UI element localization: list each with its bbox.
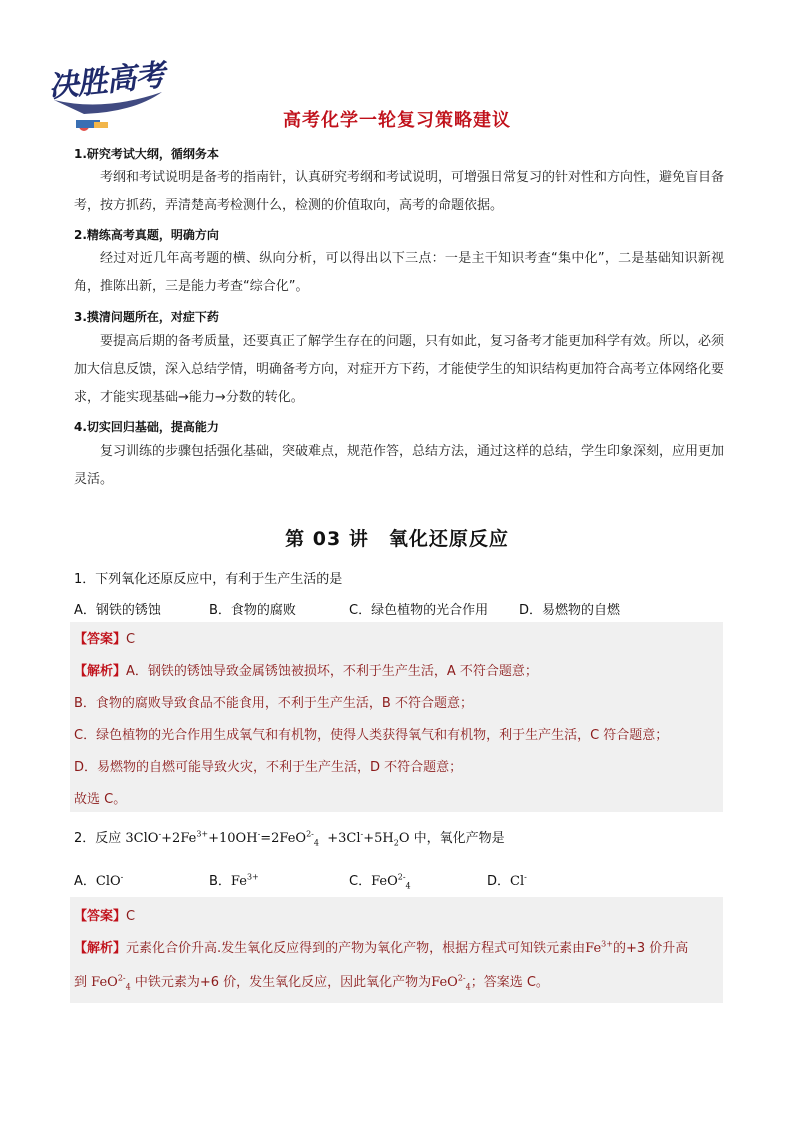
section-paragraph: 考纲和考试说明是备考的指南针，认真研究考纲和考试说明，可增强日常复习的针对性和方向性，避免盲目备考，按方抓药，弄清楚高考检测什么，检测的价值取向，高考的命题依据。 bbox=[74, 170, 725, 213]
analysis-line: C．绿色植物的光合作用生成氧气和有机物，使得人类获得氧气和有机物，利于生产生活，C 符合题意； bbox=[74, 728, 669, 743]
analysis-text: 中铁元素为+6 价，发生氧化反应，因此氧化产物为 bbox=[130, 975, 432, 990]
option-label: B． bbox=[209, 874, 231, 889]
option-sup: 2- bbox=[397, 872, 406, 882]
analysis-sup: 3+ bbox=[601, 939, 613, 949]
analysis-text: A．钢铁的锈蚀导致金属锈蚀被损坏，不利于生产生活，A 不符合题意； bbox=[126, 664, 538, 679]
analysis-line: B．食物的腐败导致食品不能食用，不利于生产生活，B 不符合题意； bbox=[74, 696, 473, 711]
analysis-line bbox=[74, 660, 538, 679]
eq-part: +10OH bbox=[208, 831, 258, 846]
option-formula: Fe bbox=[230, 874, 247, 889]
analysis-tag: 【解析】 bbox=[74, 664, 127, 679]
eq-sup: 2- bbox=[306, 829, 314, 839]
answer-line bbox=[74, 628, 135, 647]
option-formula: FeO bbox=[371, 874, 398, 889]
stem-prefix: 2．反应 bbox=[74, 831, 126, 846]
analysis-line: D．易燃物的自燃可能导致火灾，不利于生产生活，D 不符合题意； bbox=[74, 760, 463, 775]
reaction-equation bbox=[125, 831, 409, 846]
question-2-answer-box bbox=[70, 897, 723, 1003]
section-paragraph: 复习训练的步骤包括强化基础，突破难点，规范作答，总结方法，通过这样的总结，学生印象深刻，应用更加灵活。 bbox=[74, 444, 725, 487]
question-1-option-d: D．易燃物的自燃 bbox=[519, 603, 621, 618]
analysis-formula: FeO bbox=[431, 975, 458, 990]
eq-part: +3Cl bbox=[327, 831, 361, 846]
question-2-option-b bbox=[209, 870, 259, 889]
analysis-sup: 2- bbox=[117, 973, 126, 983]
eq-part: =2FeO bbox=[260, 831, 307, 846]
analysis-line bbox=[74, 971, 549, 992]
option-sub: 4 bbox=[405, 881, 411, 891]
section-heading: 4.切实回归基础，提高能力 bbox=[74, 420, 219, 434]
option-formula: Cl bbox=[510, 874, 525, 889]
section-heading: 1.研究考试大纲，循纲务本 bbox=[74, 147, 219, 161]
option-sup: - bbox=[120, 872, 124, 882]
question-1-stem: 1．下列氧化还原反应中，有利于生产生活的是 bbox=[74, 572, 343, 587]
eq-part: O bbox=[398, 831, 410, 846]
eq-sup: 3+ bbox=[196, 829, 209, 839]
question-1-option-c: C．绿色植物的光合作用 bbox=[349, 603, 489, 618]
answer-line bbox=[74, 905, 135, 924]
analysis-line: 故选 C。 bbox=[74, 792, 127, 807]
section-heading: 3.摸清问题所在，对症下药 bbox=[74, 310, 219, 324]
eq-sub: 4 bbox=[313, 838, 319, 848]
document-title: 高考化学一轮复习策略建议 bbox=[283, 110, 511, 131]
analysis-formula: Fe bbox=[585, 941, 602, 956]
option-sup: 3+ bbox=[246, 872, 259, 882]
section-paragraph: 经过对近几年高考题的横、纵向分析，可以得出以下三点：一是主干知识考查“集中化”，二是基础知识新视角，推陈出新，三是能力考查“综合化”。 bbox=[74, 251, 724, 294]
analysis-text: 的+3 价升高 bbox=[612, 941, 689, 956]
analysis-sub: 4 bbox=[125, 982, 131, 992]
eq-part: +2Fe bbox=[161, 831, 197, 846]
answer-value: C bbox=[126, 632, 136, 647]
question-2-option-a bbox=[74, 870, 123, 889]
analysis-text: ；答案选 C。 bbox=[470, 975, 549, 990]
question-2-stem bbox=[74, 827, 505, 848]
option-label: C． bbox=[349, 874, 372, 889]
section-heading: 2.精练高考真题，明确方向 bbox=[74, 228, 219, 242]
analysis-sup: 2- bbox=[457, 973, 466, 983]
lecture-title: 第 03 讲 氧化还原反应 bbox=[285, 528, 509, 550]
analysis-tag: 【解析】 bbox=[74, 941, 127, 956]
eq-sup: - bbox=[360, 829, 364, 839]
analysis-text: 到 bbox=[74, 975, 92, 990]
question-2-option-d bbox=[487, 870, 527, 889]
option-sup: - bbox=[524, 872, 527, 882]
analysis-text: 元素化合价升高.发生氧化反应得到的产物为氧化产物，根据方程式可知铁元素由 bbox=[126, 941, 586, 956]
question-1-option-b: B．食物的腐败 bbox=[209, 603, 296, 618]
answer-tag: 【答案】 bbox=[74, 632, 127, 647]
eq-part: 3ClO bbox=[125, 831, 159, 846]
eq-sup: - bbox=[158, 829, 162, 839]
analysis-formula: FeO bbox=[91, 975, 118, 990]
question-2-option-c bbox=[349, 870, 411, 891]
option-label: A． bbox=[74, 874, 96, 889]
eq-sup: - bbox=[257, 829, 261, 839]
analysis-sub: 4 bbox=[465, 982, 471, 992]
question-1-answer-box bbox=[70, 622, 723, 812]
analysis-line bbox=[74, 937, 688, 956]
eq-sub: 2 bbox=[393, 838, 399, 848]
eq-part: +5H bbox=[363, 831, 394, 846]
section-paragraph: 要提高后期的备考质量，还要真正了解学生存在的问题，只有如此，复习备考才能更加科学有效。所以，必须加大信息反馈，深入总结学情，明确备考方向，对症开方下药，才能使学生的知识结构更加符合高考立体网络化要求，才能实现基础→能力→分数的转化。 bbox=[74, 334, 725, 405]
logo-text: 决胜高考 bbox=[46, 58, 166, 105]
answer-value: C bbox=[126, 909, 136, 924]
answer-tag: 【答案】 bbox=[74, 909, 127, 924]
stem-suffix: 中，氧化产物是 bbox=[409, 831, 505, 846]
option-formula: ClO bbox=[95, 874, 121, 889]
option-label: D． bbox=[487, 874, 511, 889]
question-1-option-a: A．钢铁的锈蚀 bbox=[74, 603, 161, 618]
